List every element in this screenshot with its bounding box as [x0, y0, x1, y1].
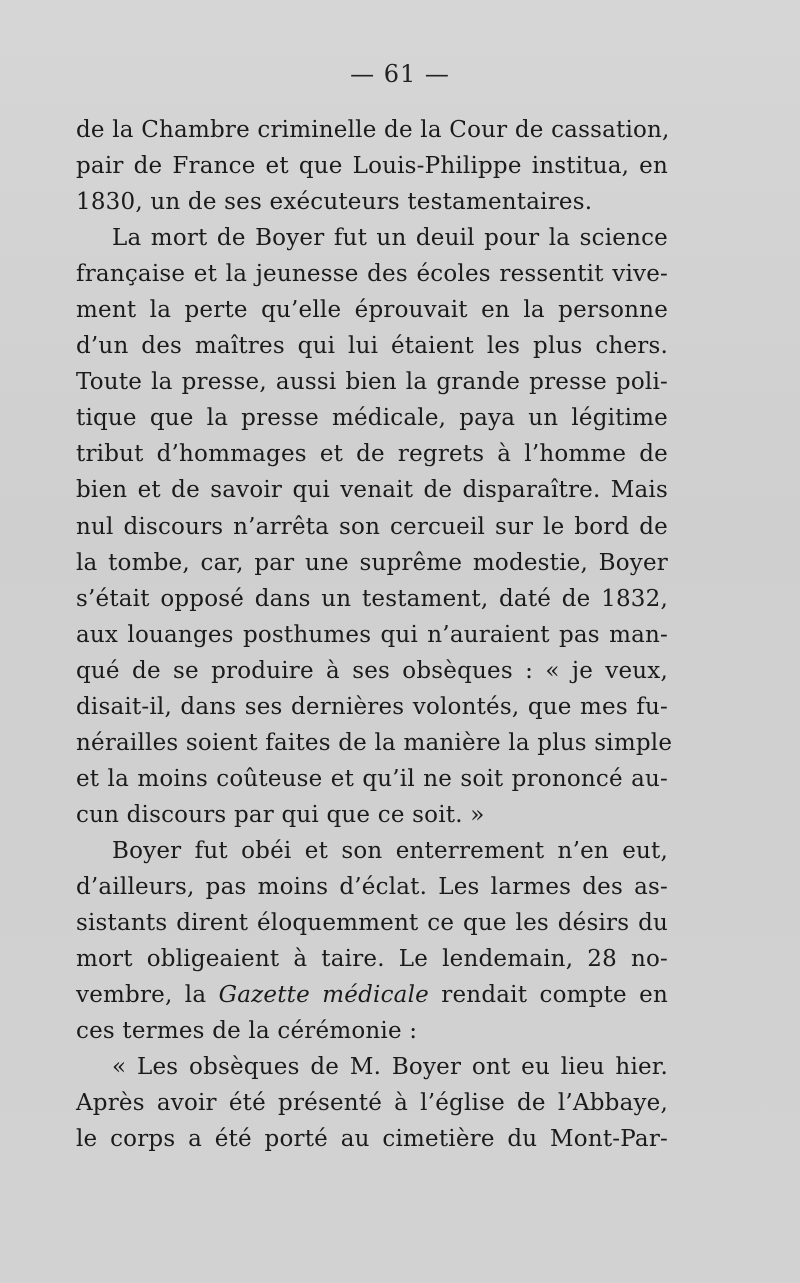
text-line: tribut d’hommages et de regrets à l’homme de — [76, 441, 668, 468]
text-line: ment la perte qu’elle éprouvait en la personne — [76, 297, 668, 324]
text-line: Toute la presse, aussi bien la grande presse poli- — [76, 369, 668, 396]
body-text — [76, 112, 673, 1157]
text-line: cun discours par qui que ce soit. » — [76, 801, 485, 828]
italic-title: Gazette médicale — [218, 982, 429, 1009]
text-line: d’ailleurs, pas moins d’éclat. Les larmes des as- — [76, 873, 668, 900]
text-line: qué de se produire à ses obsèques : « je veux, — [76, 657, 668, 684]
text-line: et la moins coûteuse et qu’il ne soit prononcé au- — [76, 765, 668, 792]
text-line: Boyer fut obéi et son enterrement n’en eut, — [112, 837, 668, 864]
text-line: Après avoir été présenté à l’église de l’Abbaye, — [76, 1090, 668, 1117]
text-line: la tombe, car, par une suprême modestie, Boyer — [76, 549, 668, 576]
text-line: vembre, la Gazette médicale rendait compte en — [76, 982, 668, 1009]
text-line: française et la jeunesse des écoles ressentit vive- — [76, 261, 668, 288]
text-line: « Les obsèques de M. Boyer ont eu lieu hier. — [112, 1054, 668, 1081]
page-number: — 61 — — [350, 60, 450, 88]
text-line: La mort de Boyer fut un deuil pour la science — [112, 225, 668, 252]
text-line: disait-il, dans ses dernières volontés, que mes fu- — [76, 693, 668, 720]
text-line: ces termes de la cérémonie : — [76, 1018, 418, 1045]
text-line: s’était opposé dans un testament, daté de 1832, — [76, 585, 668, 612]
text-line: sistants dirent éloquemment ce que les désirs du — [76, 910, 668, 937]
text-line: d’un des maîtres qui lui étaient les plus chers. — [76, 333, 668, 360]
text-line: pair de France et que Louis-Philippe institua, en — [76, 153, 668, 180]
text-line: bien et de savoir qui venait de disparaître. Mais — [76, 477, 668, 504]
text-line: de la Chambre criminelle de la Cour de cassation, — [76, 117, 670, 143]
text-line: nérailles soient faites de la manière la plus simple — [76, 729, 673, 756]
text-line: mort obligeaient à taire. Le lendemain, 28 no- — [76, 946, 668, 973]
text-line: 1830, un de ses exécuteurs testamentaires. — [76, 189, 593, 216]
text-line: aux louanges posthumes qui n’auraient pas man- — [76, 621, 668, 648]
text-line: le corps a été porté au cimetière du Mont-Par- — [76, 1126, 668, 1153]
text-line: nul discours n’arrêta son cercueil sur le bord de — [76, 513, 668, 540]
text-line: tique que la presse médicale, paya un légitime — [76, 405, 668, 432]
